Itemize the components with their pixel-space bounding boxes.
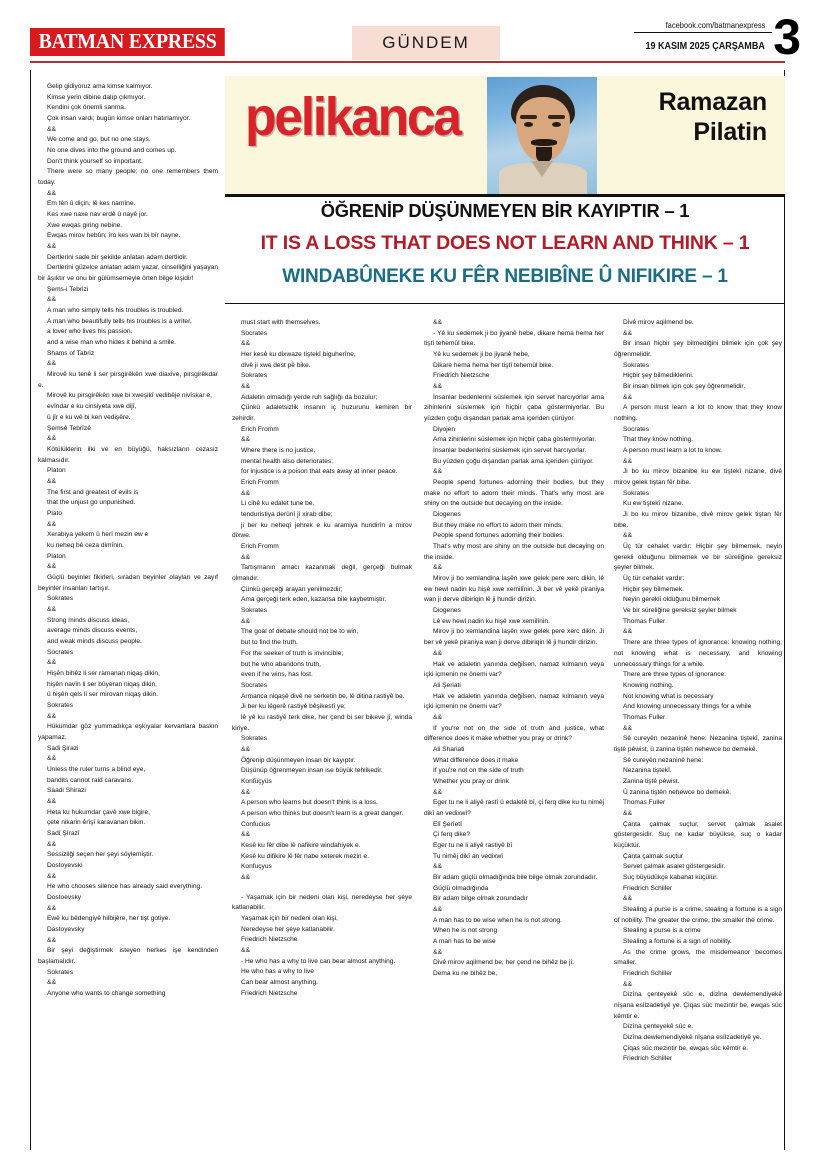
article-paragraph: Lê ew hewl nadin ku hişê xwe xemilînin. [433,617,550,625]
quote-separator: && [241,489,251,497]
article-paragraph: We come and go, but no one stays. [47,136,151,144]
paragraph-spacer [232,884,412,893]
article-paragraph: As the crime grows, the misdemeanor becomes smaller. [614,948,782,967]
article-paragraph: - Yaşamak için bir nedeni olan kişi, neredeyse her şeye katlanabilir. [232,893,412,912]
article-paragraph: Friedrich Nietzsche [241,936,298,944]
article-paragraph: Hak ve adaletin yanında değilsen, namaz kılmanın veya içki içmenin ne önemi var? [424,692,604,711]
portrait-brow-left [520,115,537,119]
article-paragraph: Dertlerini sade bir şekilde anlatan adam dertlidir. [47,253,188,261]
article-paragraph: Dastoyevsky [47,926,85,934]
quote-separator: && [47,872,57,880]
article-paragraph: Adaletin olmadığı yerde ruh sağlığı da bozulur; [241,393,378,401]
article-paragraph: Kesê ku fêr dibe lê nafikire windahiyek e. [241,841,361,849]
article-paragraph: Neredeyse her şeye katlanabilir. [241,925,335,933]
article-paragraph: What difference does it make [433,756,519,764]
article-paragraph: Sokrates [623,361,650,369]
article-paragraph: The first and greatest of evils is [47,488,139,496]
portrait-moustache [531,139,557,146]
quote-separator: && [623,895,633,903]
masthead [0,0,815,72]
article-paragraph: Ku ew tiştekî nizane. [623,500,684,508]
quote-separator: && [47,755,57,763]
quote-separator: && [433,788,443,796]
article-paragraph: Socrates [241,329,268,337]
quote-separator: && [47,712,57,720]
article-paragraph: Dizîna dewlemendiyekê nîşana esîlzadetiyê ye. [623,1034,762,1042]
article-paragraph: Kes xwe naxe nav erdê û nayê jor. [47,211,148,219]
article-paragraph: hişên navîn li ser bûyeran niqaş dikin, [47,680,157,688]
article-paragraph: That's why most are shiny on the outside but decaying on the inside. [424,543,604,561]
article-paragraph: Where there is no justice, [241,447,316,455]
article-paragraph: Tartışmanın amacı kazanmak değil, gerçeği bulmak olmalıdır. [232,564,412,583]
article-paragraph: Nezanina tiştekî. [623,767,672,775]
facebook-handle[interactable]: facebook.com/batmanexpress [665,20,765,30]
article-paragraph: Whether you pray or drink [433,777,509,785]
article-paragraph: Saadi Shirazi [47,787,86,795]
article-paragraph: Çi ferq dike? [433,831,471,839]
article-paragraph: A man has to be wise [433,937,496,945]
quote-separator: && [47,125,57,133]
portrait-brow-right [548,115,565,119]
quote-separator: && [433,383,443,391]
article-paragraph: Ve bir süreliğine gereksiz şeyler bilmek [623,607,737,615]
article-paragraph: Socrates [47,648,74,656]
quote-separator: && [623,532,633,540]
article-paragraph: Konfuçyus [241,863,272,871]
article-paragraph: Sokrates [241,735,268,743]
article-paragraph: Kötülüklerin ilki ve en büyüğü, haksızların cezasız kalmasıdır. [38,445,218,464]
article-paragraph: Ewê ku bêdengiyê hilbijêre, her tişt gotiye. [47,915,171,923]
quote-separator: && [623,724,633,732]
quote-separator: && [623,628,633,636]
article-paragraph: Diogenes [433,607,461,615]
section-badge-label: GÜNDEM [382,33,470,52]
article-paragraph: çete nikarin êrîşî karavanan bikin. [47,819,146,827]
publication-date: 19 KASIM 2025 ÇARŞAMBA [645,40,765,52]
masthead-divider [30,61,785,63]
article-paragraph: Hak ve adaletin yanında değilsen, namaz kılmanın veya içki içmenin ne önemi var? [424,660,604,679]
article-paragraph: Şems-i Tebrizi [47,285,89,293]
article-paragraph: û jîr e ku wê bi ken vedişêre. [47,413,131,421]
quote-separator: && [433,863,443,871]
article-paragraph: Şemsê Tebrîzê [47,424,91,432]
article-paragraph: Anyone who wants to change something [47,990,166,998]
article-paragraph: Divê mirov aqilmend be. [623,319,694,326]
article-paragraph: Friedrich Schiller [623,884,673,892]
quote-separator: && [623,329,633,337]
article-paragraph: but he who abandons truth, [241,660,321,668]
article-paragraph: Güçlü beyinler fikirleri, sıradan beyinler olayları ve zayıf beyinler insanları tartışır. [38,573,218,592]
quote-separator: && [241,788,251,796]
article-paragraph: bandits cannot raid caravans. [47,776,134,784]
article-paragraph: Don't think yourself so important. [47,157,143,165]
quote-separator: && [47,563,57,571]
quote-separator: && [623,393,633,401]
article-paragraph: Çünkü adaletsizlik insanın iç huzurunu kemiren bir zehirdir. [232,404,412,423]
article-paragraph: A person must learn a lot to know that they know nothing. [614,404,782,423]
section-badge [352,26,500,60]
quote-separator: && [241,873,251,881]
article-paragraph: Ji bo ku mirov bizanibe, divê mirov gelek tiştan fêr bibe. [614,511,782,529]
article-paragraph: Yaşamak için bir nedeni olan kişi, [241,914,338,922]
article-paragraph: Plato [47,509,63,517]
article-paragraph: Tu nimêj dikî an vedixwî [433,852,504,860]
article-paragraph: There are three types of ignorance: knowing nothing, not knowing what is necessary, and knowing unnecessary things for a while. [614,639,782,668]
article-paragraph: Dizîna çenteyekê sûc e. [623,1023,694,1031]
article-paragraph: For the seeker of truth is invincible; [241,649,344,657]
article-paragraph: Confucius [241,820,271,828]
article-paragraph: Divê mirov aqilmend be, her çend ne bihêz be jî. [433,959,575,967]
article-paragraph: Erich Fromm [241,425,279,433]
quote-separator: && [241,831,251,839]
article-paragraph: That they know nothing. [623,436,694,444]
quote-separator: && [623,980,633,988]
article-paragraph: Elî Şerîetî [433,820,462,828]
article-paragraph: Üç tür cehalet vardır: Hiçbir şey bilmemek, neyin gerekli olduğunu bilmemek ve bir süreliğine gereksiz şeyler bilmek. [614,543,782,572]
article-paragraph: No one dives into the ground and comes up. [47,147,177,155]
article-paragraph: Suç büyüdükçe kabahat küçülür. [623,873,718,881]
quote-separator: && [241,946,251,954]
article-paragraph: The goal of debate should not be to win, [241,628,359,636]
author-first-name: Ramazan [658,88,767,116]
article-paragraph: Sokrates [241,607,268,615]
article-paragraph: Mirov ji bo xemlandina laşên xwe gelek pere xerc dikin. Ji ber vê yekê piraniya wan ji derve dibiriqin lê ji hundir dirizin. [424,628,604,647]
quote-separator: && [241,436,251,444]
article-paragraph: Mirovê ku tenê li ser pirsgirêkên xwe diaxive, pirsgirêkdar e. [38,371,218,389]
article-paragraph: Friedrich Schiller [623,1055,673,1063]
quote-separator: && [433,713,443,721]
article-paragraph: There are three types of ignorance: [623,671,726,679]
column-title: pelikanca [245,87,460,147]
article-paragraph: Öğrenip düşünmeyen insan bir kayıptır. [241,756,356,764]
article-paragraph: People spend fortunes adorning their bodies, but they make no effort to adorn their minds. That's why most are shiny on the outside but decaying on the inside. [424,479,604,508]
article-paragraph: Em tên û diçin, lê kes namîne. [47,200,136,208]
article-paragraph: Not knowing what is necessary [623,692,714,700]
article-paragraph: Bir adam güçlü olmadığında bile bilge olmak zorundadır. [433,873,598,881]
quote-separator: && [47,360,57,368]
article-paragraph: Sokrates [47,595,74,603]
author-name [659,88,767,147]
article-paragraph: Yê ku sedemek ji bo jiyanê hebe, [433,351,530,359]
article-paragraph: and a wise man who hides it behind a smile. [47,339,177,347]
article-paragraph: Sadî Şîrazî [47,830,80,838]
quote-separator: && [47,435,57,443]
article-paragraph: û hişên qels li ser mirovan niqaş dikin. [47,691,159,699]
article-paragraph: Dostoevsky [47,894,82,902]
article-paragraph: Çok insan vardı; bugün kimse onları hatırlamıyor. [47,115,191,123]
article-paragraph: Stealing a purse is a crime [623,927,701,935]
quote-separator: && [47,605,57,613]
article-paragraph: Çünkü gerçeği arayan yenilmezdir; [241,585,343,593]
article-paragraph: Bu yüzden çoğu dışandan parlak ama içeriden çürüyor. [433,457,594,465]
author-last-name: Pilatin [693,117,767,146]
article-paragraph: Güçlü olmadığında [433,884,489,892]
article-paragraph: People spend fortunes adorning their bodies. [433,532,565,540]
portrait-eye-left [524,122,533,127]
article-paragraph: Hişên bihêz li ser ramanan niqaş dikin, [47,669,160,677]
article-paragraph: even if he wins, has lost. [241,671,313,679]
quote-separator: && [433,564,443,572]
article-column-1 [38,82,218,1000]
article-paragraph: Dostoyevski [47,862,83,870]
quote-separator: && [47,296,57,304]
article-paragraph: Xerabiya yekem û herî mezin ew e [47,531,149,539]
article-paragraph: Diogenes [433,511,461,519]
article-paragraph: - He who has a why to live can bear almost anything. [241,957,396,965]
article-paragraph: Ji ber ku lêgerê rastiyê bêşikestî ye; [241,703,346,711]
article-paragraph: Eger tu ne li aliyê rastî û edaletê bî, çi ferq dike ku tu nimêj dikî an vedixwî? [424,799,604,817]
article-paragraph: ku neheq bê ceza dimînin. [47,541,124,549]
article-paragraph: He who has a why to live [241,968,314,976]
article-paragraph: But they make no effort to adorn their minds. [433,521,563,529]
quote-separator: && [47,979,57,987]
article-paragraph: Xwe ewqas giring nebine. [47,221,123,229]
article-paragraph: Û zanina tiştên nehewce bo demekê. [623,788,732,796]
article-paragraph: Eger tu ne li aliyê rastiyê bî [433,841,513,849]
article-paragraph: Bir adam bilge olmak zorundadır [433,895,528,903]
quote-separator: && [241,617,251,625]
article-paragraph: Ali Shariati [433,745,465,753]
quote-separator: && [47,936,57,944]
quote-separator: && [47,659,57,667]
quote-separator: && [47,243,57,251]
article-paragraph: A person must learn a lot to know. [623,447,722,455]
article-paragraph: There were so many people; no one remembers them today. [38,168,218,187]
article-paragraph: Neyin gerekli olduğunu bilmemek [623,596,721,604]
newspaper-logo-text: BATMAN EXPRESS [38,29,217,53]
article-paragraph: Sokrates [47,968,74,976]
article-paragraph: When he is not strong [433,927,498,935]
article-paragraph: Servet çalmak asalet göstergesidir. [623,863,726,871]
article-paragraph: A man who simply tells his troubles is troubled. [47,307,184,315]
article-paragraph: Knowing nothing. [623,681,674,689]
article-paragraph: Strong minds discuss ideas, [47,616,130,624]
quote-separator: && [623,457,633,465]
quote-separator: && [47,520,57,528]
article-paragraph: must start with themselves. [241,319,321,326]
article-paragraph: Diyojen [433,425,455,433]
article-paragraph: If you're not on the side of truth [433,767,524,775]
article-paragraph: Stealing a purse is a crime, stealing a fortune is a sign of nobility. The greater the crime, the smaller the crime. [614,905,782,924]
quote-separator: && [623,809,633,817]
headline-kurdish: WINDABÛNEKE KU FÊR NEBIBÎNE Û NIFIKIRE – 1 [282,266,728,287]
headline-english: IT IS A LOSS THAT DOES NOT LEARN AND THINK – 1 [260,232,750,254]
article-paragraph: Erich Fromm [241,543,279,551]
article-paragraph: Dema ku ne bihêz be, [433,969,498,977]
article-paragraph: Kendini çok önemli sanma. [47,104,126,112]
headline-block [225,200,785,288]
article-paragraph: and weak minds discuss people. [47,637,142,645]
article-paragraph: average minds discuss events, [47,627,138,635]
article-paragraph: tenduristiya derûnî jî xirab dibe; [241,511,333,519]
article-paragraph: İnsanlar bedenlerini süslemek için servet harcıyorlar. [433,447,587,455]
article-paragraph: Üç tür cehalet vardır: [623,575,685,583]
article-paragraph: Friedrich Nietzsche [433,372,490,380]
article-paragraph: A person who learns but doesn't think is a loss. [241,799,378,807]
article-paragraph: Unless the ruler turns a blind eye, [47,766,146,773]
article-paragraph: He who chooses silence has already said everything. [47,883,203,891]
portrait-beard [536,147,552,163]
article-paragraph: Kimse yerin dibine dalıp çıkmıyor. [47,93,146,101]
quote-separator: && [433,649,443,657]
article-paragraph: mental health also deteriorates; [241,457,334,465]
article-paragraph: And knowing unnecessary things for a while [623,703,752,711]
article-paragraph: Armanca niqaşê divê ne serketin be, lê ditina rastiyê be. [241,692,405,700]
article-paragraph: Bir insan hiçbir şey bilmediğini bilmek için çok şey öğrenmelidir. [614,340,782,359]
article-paragraph: Dizîna çenteyekê sûc e, dizîna dewlemendiyekê nîşana esîlzadetiyê ye. Çiqas sûc mezintir be, ewqas sûc kêmtir e. [614,991,782,1020]
article-paragraph: Sê cureyên nezaninê hene: Nezanina tiştekî, zanina tiştê pêwist, û zanina tiştên nehewce bo demekê. [614,735,782,753]
quote-separator: && [433,319,443,326]
header-right-rule [634,32,772,33]
article-paragraph: Konfüçyüs [241,777,272,785]
article-paragraph: If you're not on the side of truth and justice, what difference does it make whether you pray or drink? [424,724,604,743]
article-paragraph: Friedrich Nietzsche [241,989,298,997]
quote-separator: && [433,468,443,476]
article-paragraph: Çanta çalmak suçtur, servet çalmak asalet göstergesidir. Suç ne kadar büyükse, suç o kadar küçüktür. [614,820,782,849]
article-paragraph: Hiçbir şey bilmemek. [623,585,684,593]
headline-turkish: ÖĞRENİP DÜŞÜNMEYEN BİR KAYIPTIR – 1 [320,200,690,221]
quote-separator: && [241,745,251,753]
page-number: 3 [773,9,801,65]
quote-separator: && [47,840,57,848]
article-paragraph: Mirovê ku pirsgirêkên xwe bi xweşikî vedibêje nivîskar e, [47,392,212,400]
article-paragraph: Socrates [241,681,268,689]
article-paragraph: ji ber ku neheqî jehrek e ku aramiya hundirîn a mirov dixwe. [232,521,412,540]
article-paragraph: Erich Fromm [241,479,279,487]
article-paragraph: a lover who lives his passion, [47,328,133,336]
article-paragraph: Kesê ku difikire lê fêr nabe xeterek mezin e. [241,852,369,860]
article-paragraph: Thomas Fuller [623,799,666,807]
quote-separator: && [47,798,57,806]
quote-separator: && [241,553,251,561]
column-banner [225,76,785,194]
article-paragraph: Hiçbir şey bilmediklerini. [623,372,694,380]
article-paragraph: Hükümdar göz yummadıkça eşkıyalar kervanlara baskın yapamaz. [38,723,218,741]
article-paragraph: Gelip gidiyoruz ama kimse kalmıyor. [47,83,153,90]
article-paragraph: Çiqas sûc mezintir be, ewqas sûc kêmtir e. [623,1044,748,1052]
article-paragraph: Ali Şeriati [433,681,461,689]
article-paragraph: Sokrates [623,489,650,497]
quote-separator: && [47,477,57,485]
article-paragraph: İnsanlar bedenlerini süslemek için servet harcıyorlar ama zihinlerini süslemek için hiçbir çaba göstermiyorlar. Bu yüzden çoğu dışandan parlak ama içeriden çürüyor. [424,393,604,423]
article-paragraph: - Yê ku sedemek ji bo jiyanê hebe, dikare hema hema her tiştî tehemûl bike. [424,329,604,348]
article-paragraph: Sokrates [241,372,268,380]
headline-bottom-rule [225,303,785,304]
article-paragraph: Sê cureyên nezaninê hene: [623,756,704,764]
article-paragraph: A person who thinks but doesn't learn is a great danger. [241,809,404,817]
article-paragraph: but to find the truth. [241,639,298,647]
article-paragraph: that the unjust go unpunished. [47,499,136,507]
article-paragraph: Platon [47,552,66,560]
quote-separator: && [47,904,57,912]
article-paragraph: A man who beautifully tells his troubles is a writer, [47,317,192,325]
article-paragraph: Stealing a fortune is a sign of nobility. [623,937,732,945]
article-paragraph: Li cihê ku edalet tune be, [241,500,315,508]
article-column-4 [614,318,782,1065]
article-paragraph: lê yê ku rastiyê terk dike, her çend bi ser bikeve jî, winda kiriye. [232,713,412,732]
article-paragraph: Dertlerini güzelce anlatan adam yazar, cinselliğini yaşayan bir âşıktır ve onu bir gülümsemeyle örten bilge kişidir! [38,264,218,283]
article-paragraph: divê ji xwe dest pê bike. [241,361,311,369]
portrait-eye-right [552,122,561,127]
article-paragraph: Thomas Fuller [623,617,666,625]
article-paragraph: Sadi Şirazi [47,744,79,752]
article-paragraph: Platon [47,467,66,475]
article-paragraph: Bir şeyi değiştirmek isteyen herkes işe kendinden başlamalıdır. [38,947,218,966]
article-paragraph: Bir insan bilmek için çok şey öğrenmelidir. [623,383,746,391]
article-paragraph: Shams of Tabriz [47,349,95,357]
newspaper-logo[interactable] [30,28,225,56]
article-paragraph: Ewqas mirov hebûn; îro kes wan bi bîr nayne. [47,232,181,240]
article-paragraph: Zanina tiştê pêwist. [623,777,680,785]
article-paragraph: Socrates [623,425,650,433]
article-paragraph: Ama gerçeği terk eden, kazansa bile kaybetmiştir. [241,596,387,604]
article-paragraph: Dikare hema hema her tiştî tehemûl bike. [433,361,554,369]
article-paragraph: evîndar e ku cinsiyeta xwe dijî, [47,403,137,411]
article-paragraph: for injustice is a poison that eats away at inner peace. [241,468,398,476]
article-paragraph: Can bear almost anything. [241,978,318,986]
article-paragraph: Ji bo ku mirov bizanibe ku ew tiştekî nizane, divê mirov gelek tiştan fêr bibe. [614,468,782,487]
quote-separator: && [47,189,57,197]
article-paragraph: Sokrates [47,701,74,709]
article-paragraph: Düşünüp öğrenmeyen insan ise büyük tehlikedir. [241,767,383,775]
article-paragraph: Ama zihinlerini süslemek için hiçbir çaba göstermiyorlar. [433,436,597,444]
quote-separator: && [241,340,251,348]
quote-separator: && [433,905,443,913]
article-paragraph: Mirov ji bo xemlandina laşên xwe gelek pere xerc dikin, lê ew hewl nadin ku hişê xwe xemilînin. Ji ber vê yekê piraniya wan ji derve dibiriqin lê ji hundir dirizin. [424,575,604,604]
article-paragraph: Çanta çalmak suçtur [623,852,684,860]
article-paragraph: Friedrich Schiller [623,969,673,977]
article-paragraph: Her kesê ku dixwaze tiştekî biguherîne, [241,351,356,359]
article-paragraph: A man has to be wise when he is not strong. [433,916,563,924]
author-portrait [487,77,597,194]
article-paragraph: Thomas Fuller [623,713,666,721]
article-paragraph: Sessizliği seçen her şeyi söylemiştir. [47,851,154,859]
quote-separator: && [433,948,443,956]
quote-separator: && [241,383,251,391]
article-column-2 [232,318,412,999]
banner-bottom-rule [225,194,785,197]
article-paragraph: Heta ku hukumdar çavê xwe bigire, [47,808,150,816]
article-column-3 [424,318,604,980]
